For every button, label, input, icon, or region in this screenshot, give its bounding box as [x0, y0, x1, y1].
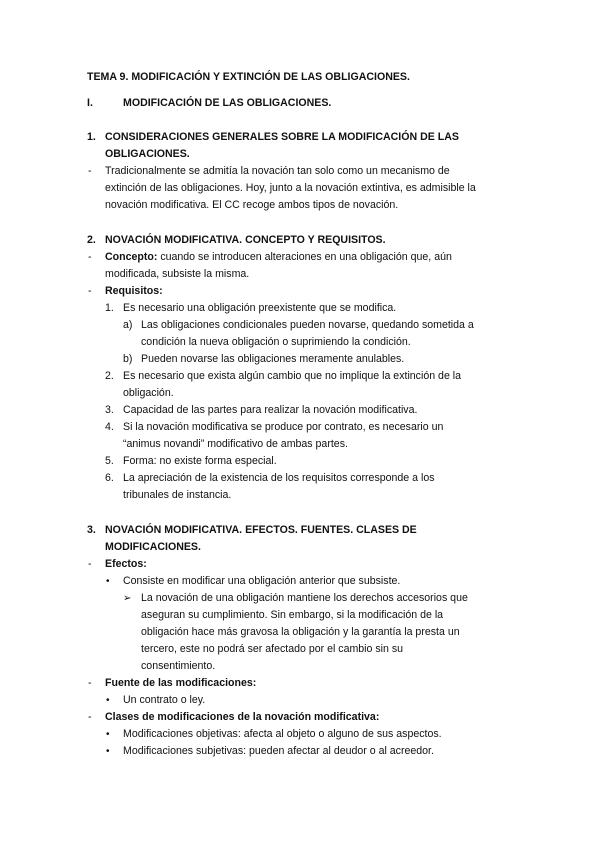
- section-1-text-line2: extinción de las obligaciones. Hoy, junto a la novación extintiva, es admisible la: [105, 182, 476, 194]
- req-4-text-line1: Si la novación modificativa se produce por contrato, es necesario un: [123, 421, 444, 433]
- req-6-text-line2: tribunales de instancia.: [123, 489, 232, 501]
- dash-marker: -: [88, 285, 92, 297]
- arrow-bullet-icon: ➢: [123, 593, 132, 604]
- fuente-label: Fuente de las modificaciones:: [105, 677, 257, 689]
- bullet-marker: •: [106, 729, 110, 740]
- part-heading: MODIFICACIÓN DE LAS OBLIGACIONES.: [123, 97, 332, 109]
- req-a-number: a): [123, 319, 133, 331]
- efectos-label: Efectos:: [105, 558, 147, 570]
- req-4-text-line2: “animus novandi” modificativo de ambas partes.: [123, 438, 348, 450]
- efectos-arrow-line1: La novación de una obligación mantiene los derechos accesorios que: [141, 592, 468, 604]
- efectos-arrow-line4: tercero, este no podrá ser afectado por el cambio sin su: [141, 643, 404, 655]
- req-1-number: 1.: [105, 302, 114, 314]
- bullet-marker: •: [106, 746, 110, 757]
- req-3-text: Capacidad de las partes para realizar la novación modificativa.: [123, 404, 418, 416]
- concepto-label: Concepto:: [105, 251, 158, 263]
- efectos-arrow-line2: aseguran su cumplimiento. Sin embargo, si la modificación de la: [141, 609, 444, 621]
- dash-marker: -: [88, 251, 92, 263]
- section-1-text-line1: Tradicionalmente se admitía la novación tan solo como un mecanismo de: [105, 165, 450, 177]
- dash-marker: -: [88, 558, 92, 570]
- req-1-text: Es necesario una obligación preexistente que se modifica.: [123, 302, 397, 314]
- requisitos-label: Requisitos:: [105, 285, 163, 297]
- section-1-number: 1.: [87, 131, 96, 143]
- efectos-arrow-line3: obligación hace más gravosa la obligación y la garantía la presta un: [141, 626, 460, 638]
- section-2-number: 2.: [87, 234, 96, 246]
- efectos-arrow-line5: consentimiento.: [141, 660, 216, 672]
- dash-marker: -: [88, 711, 92, 723]
- clases-label: Clases de modificaciones de la novación modificativa:: [105, 711, 380, 723]
- req-b-text: Pueden novarse las obligaciones meramente anulables.: [141, 353, 405, 365]
- section-2-heading: NOVACIÓN MODIFICATIVA. CONCEPTO Y REQUISITOS.: [105, 234, 386, 246]
- fuente-bullet-text: Un contrato o ley.: [123, 694, 206, 706]
- section-1-heading-line1: CONSIDERACIONES GENERALES SOBRE LA MODIFICACIÓN DE LAS: [105, 131, 459, 143]
- dash-marker: -: [88, 165, 92, 177]
- req-a-text-line2: condición la nueva obligación o suprimiendo la condición.: [141, 336, 411, 348]
- dash-marker: -: [88, 677, 92, 689]
- req-a-text-line1: Las obligaciones condicionales pueden novarse, quedando sometida a: [141, 319, 474, 331]
- req-2-text-line2: obligación.: [123, 387, 174, 399]
- req-4-number: 4.: [105, 421, 114, 433]
- bullet-marker: •: [106, 576, 110, 587]
- bullet-marker: •: [106, 695, 110, 706]
- concepto-line2: modificada, subsiste la misma.: [105, 268, 250, 280]
- req-2-text-line1: Es necesario que exista algún cambio que no implique la extinción de la: [123, 370, 462, 382]
- req-3-number: 3.: [105, 404, 114, 416]
- section-3-number: 3.: [87, 524, 96, 536]
- efectos-bullet-text: Consiste en modificar una obligación anterior que subsiste.: [123, 575, 401, 587]
- req-6-text-line1: La apreciación de la existencia de los requisitos corresponde a los: [123, 472, 435, 484]
- clases-bullet-1: Modificaciones objetivas: afecta al objeto o alguno de sus aspectos.: [123, 728, 442, 740]
- req-b-number: b): [123, 353, 133, 365]
- req-2-number: 2.: [105, 370, 114, 382]
- section-3-heading-line1: NOVACIÓN MODIFICATIVA. EFECTOS. FUENTES. CLASES DE: [105, 524, 417, 536]
- section-1-heading-line2: OBLIGACIONES.: [105, 148, 190, 160]
- part-number: I.: [87, 97, 93, 109]
- concepto-line1: [105, 251, 452, 264]
- section-3-heading-line2: MODIFICACIONES.: [105, 541, 201, 553]
- section-1-text-line3: novación modificativa. El CC recoge ambos tipos de novación.: [105, 199, 399, 211]
- concepto-text: cuando se introducen alteraciones en una obligación que, aún: [157, 251, 452, 263]
- req-6-number: 6.: [105, 472, 114, 484]
- req-5-text: Forma: no existe forma especial.: [123, 455, 277, 467]
- clases-bullet-2: Modificaciones subjetivas: pueden afectar al deudor o al acreedor.: [123, 745, 434, 757]
- req-5-number: 5.: [105, 455, 114, 467]
- doc-title: TEMA 9. MODIFICACIÓN Y EXTINCIÓN DE LAS OBLIGACIONES.: [87, 71, 410, 83]
